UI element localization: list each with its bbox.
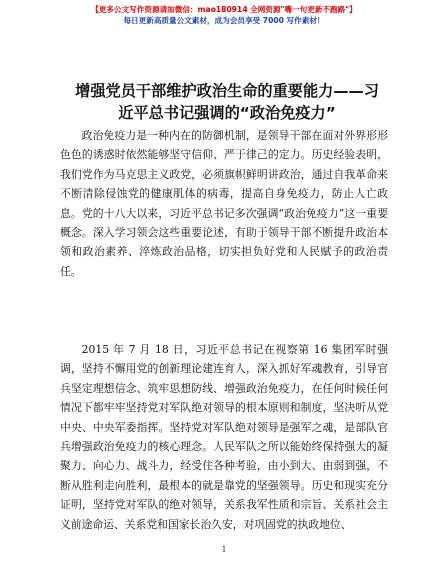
body-paragraph: 2015 年 7 月 18 日，习近平总书记在视察第 16 集团军时强调，坚持不懈用党的创新理论建连育人，深入抓好军魂教育，引导官兵坚定理想信念、筑牢思想防线、增强政治免疫力，在任何时候任何情况下都牢牢坚持党对军队绝对领导的根本原则和制度，坚决听从党中央、中央军委指挥。坚持党对军队绝对领导是强军之魂，是部队官兵增强政治免疫力的核心理念。人民军队之所以能始终保持强大的凝聚力、向心力、战斗力，经受住各种考验，由小到大、由弱到强，不断从胜利走向胜利，最根本的就是靠党的坚强领导。历史和现实充分证明，坚持党对军队的绝对领导，关系我军性质和宗旨、关系社会主义前途命运、关系党和国家长治久安，对巩固党的执政地位、 — [60, 343, 388, 531]
body-paragraph: 政治免疫力是一种内在的防御机制，是领导干部在面对外界形形色色的诱惑时依然能够坚守信仰、严于律己的定力。历史经验表明，我们党作为马克思主义政党，必须旗帜鲜明讲政治，通过自我革命来不断清除侵蚀党的健康肌体的病毒，提高自身免疫力，防止人亡政息。党的十八大以来，习近平总书记多次强调“政治免疫力”这一重要概念。深入学习领会这些重要论述，有助于领导干部不断提升政治本领和政治素养、淬炼政治品格，切实担负好党和人民赋予的政治责任。 — [60, 129, 388, 278]
title-line-2: 近平总书记强调的“政治免疫力” — [118, 104, 336, 122]
body-paragraph-1-block — [60, 126, 388, 281]
page-number: 1 — [221, 545, 227, 554]
promo-banner-line-1: 【更多公文写作资源请加微信：mao180914 全网资源"嘴一句更新不跑路"】 — [91, 5, 357, 14]
body-paragraph-2-block — [60, 340, 388, 534]
document-title — [40, 80, 414, 124]
title-line-1: 增强党员干部维护政治生命的重要能力——习 — [75, 82, 379, 100]
promo-banner-line-2: 每日更新高质量公文素材，成为会员享受 7000 写作素材！ — [123, 16, 325, 25]
